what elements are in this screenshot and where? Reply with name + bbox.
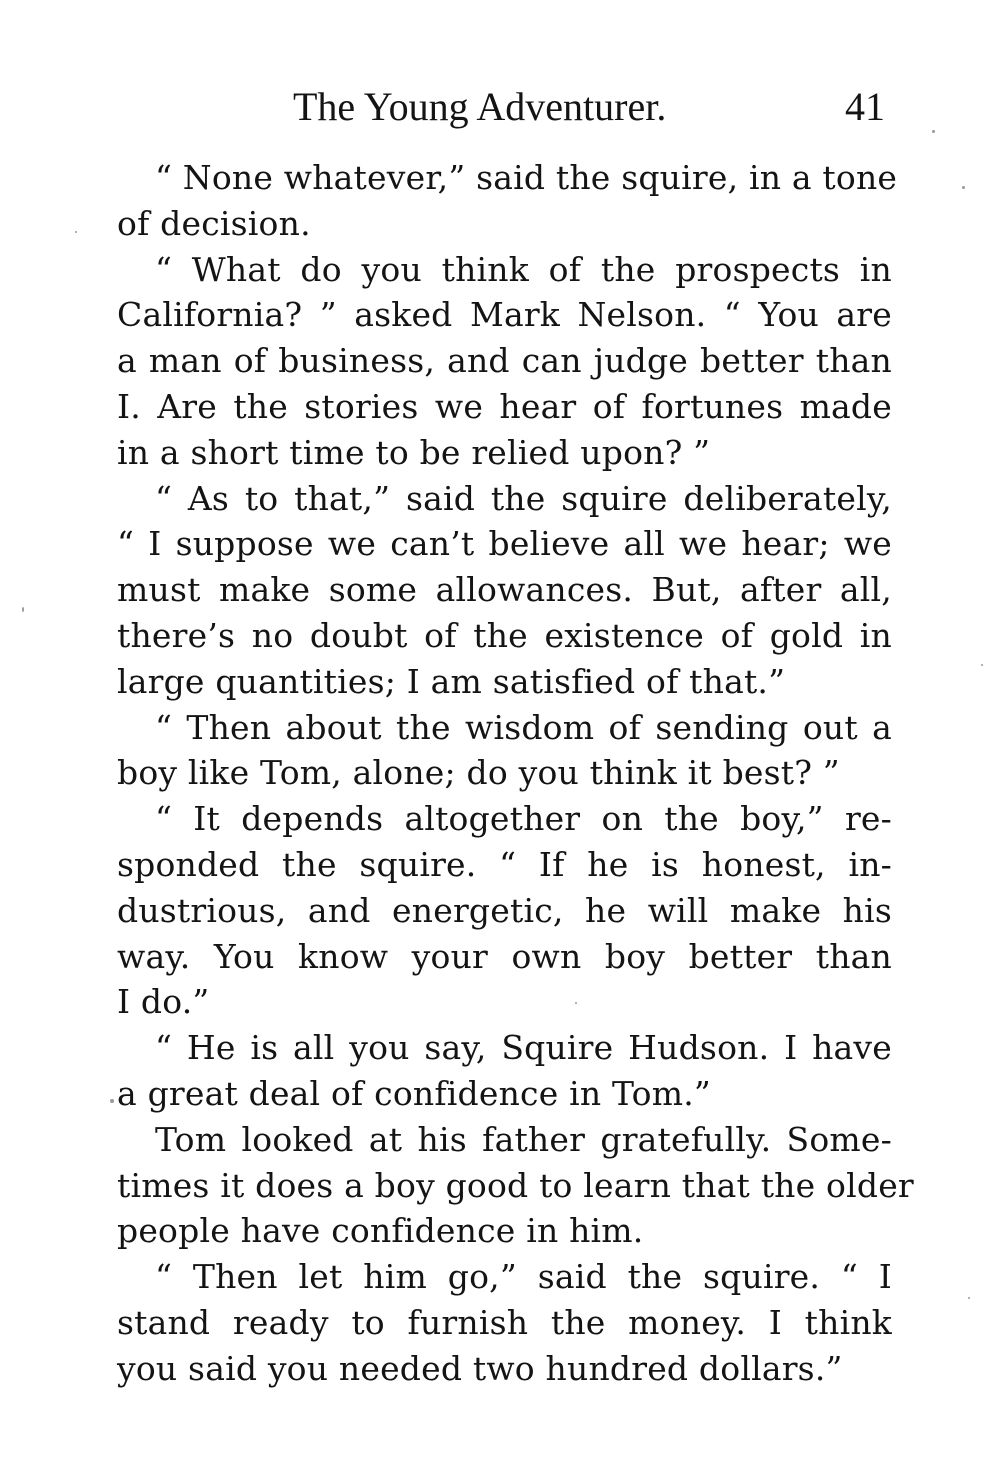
scan-speck bbox=[575, 1002, 577, 1004]
text-line: a man of business, and can judge better than bbox=[117, 341, 892, 381]
running-title: The Young Adventurer. bbox=[293, 84, 667, 129]
running-head bbox=[0, 82, 1000, 132]
text-line: you said you needed two hundred dollars.” bbox=[117, 1348, 843, 1388]
text-line: Tom looked at his father gratefully. Some- bbox=[155, 1119, 892, 1159]
text-line: times it does a boy good to learn that the older bbox=[117, 1165, 914, 1205]
text-line: way. You know your own boy better than bbox=[117, 936, 892, 976]
text-line: “ He is all you say, Squire Hudson. I have bbox=[155, 1028, 892, 1068]
text-line: I. Are the stories we hear of fortunes made bbox=[117, 386, 892, 426]
text-line: there’s no doubt of the existence of gold in bbox=[117, 615, 892, 655]
scan-speck bbox=[110, 1099, 114, 1103]
text-line: of decision. bbox=[117, 203, 311, 243]
text-line: dustrious, and energetic, he will make his bbox=[117, 890, 892, 930]
text-line: stand ready to furnish the money. I think bbox=[117, 1302, 892, 1342]
text-line: people have confidence in him. bbox=[117, 1211, 644, 1251]
text-line: large quantities; I am satisfied of that.” bbox=[117, 661, 786, 701]
text-line: I do.” bbox=[117, 982, 210, 1022]
scan-speck bbox=[22, 607, 24, 612]
text-line: “ As to that,” said the squire deliberately, bbox=[155, 478, 892, 518]
scan-speck bbox=[75, 231, 77, 233]
text-line: “ What do you think of the prospects in bbox=[155, 249, 892, 289]
scan-speck bbox=[968, 1297, 970, 1299]
text-line: “ None whatever,” said the squire, in a tone bbox=[155, 158, 898, 197]
scan-speck bbox=[932, 130, 935, 133]
text-line: boy like Tom, alone; do you think it best? ” bbox=[117, 753, 840, 793]
text-line: “ I suppose we can’t believe all we hear; we bbox=[117, 524, 892, 564]
scan-speck bbox=[981, 664, 983, 666]
body-text bbox=[117, 155, 914, 1392]
text-line: a great deal of confidence in Tom.” bbox=[117, 1073, 712, 1113]
text-line: “ Then about the wisdom of sending out a bbox=[155, 707, 892, 747]
text-line: “ Then let him go,” said the squire. “ I bbox=[155, 1257, 892, 1297]
text-line: must make some allowances. But, after all, bbox=[117, 570, 892, 610]
page-number: 41 bbox=[845, 84, 885, 129]
text-line: in a short time to be relied upon? ” bbox=[117, 432, 711, 472]
scan-speck bbox=[962, 186, 965, 189]
text-line: “ It depends altogether on the boy,” re- bbox=[155, 799, 892, 839]
text-line: sponded the squire. “ If he is honest, in- bbox=[117, 844, 892, 884]
text-line: California? ” asked Mark Nelson. “ You are bbox=[117, 295, 892, 335]
